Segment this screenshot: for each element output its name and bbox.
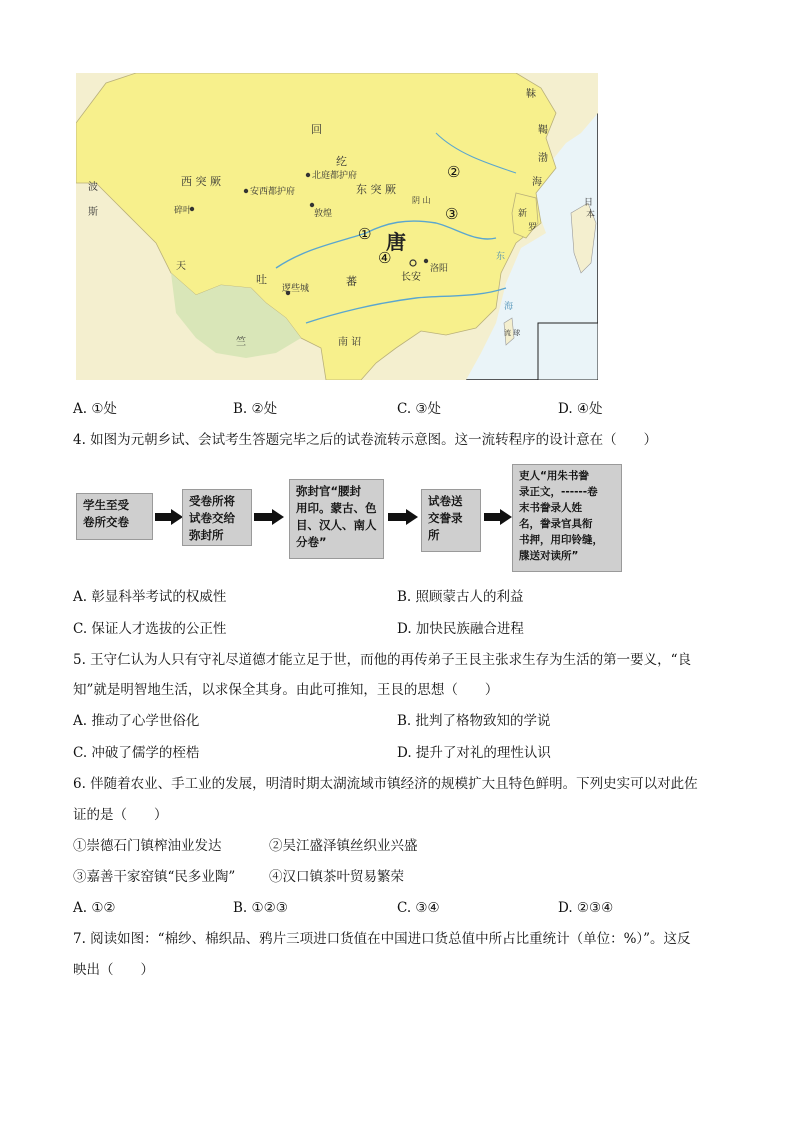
label-tubo2: 蕃 [346,275,357,288]
inset-map [538,323,598,380]
label-tubo1: 吐 [256,273,267,286]
label-xinluo1: 新 [518,209,528,219]
q6-option-d[interactable]: D. ②③④ [558,900,614,916]
q5-option-b[interactable]: B. 批判了格物致知的学说 [397,713,551,729]
q4-option-a[interactable]: A. 彰显科举考试的权威性 [73,589,227,605]
q6-item-3: ③嘉善干家窑镇“民多业陶” [73,869,236,885]
label-riben: 日 [584,198,594,208]
q3-option-a[interactable]: A. ①处 [73,401,117,417]
q4-option-b[interactable]: B. 照顾蒙古人的利益 [397,589,524,605]
label-changan: 长安 [401,272,421,283]
label-riben2: 本 [586,210,596,220]
q4-option-c[interactable]: C. 保证人才选拔的公正性 [73,621,227,637]
q4-stem: 4. 如图为元朝乡试、会试考生答题完毕之后的试卷流转示意图。这一流转程序的设计意在（ ） [73,432,658,448]
label-nanhai: 海 [504,302,514,312]
label-anxi: 安西都护府 [250,187,296,197]
label-xinluo2: 罗 [528,223,538,233]
flow-box-3: 弥封官“腰封 用印。蒙古、色 目、汉人、南人 分卷” [289,479,384,559]
dunhuang-dot [310,203,314,207]
flow-box-2: 受卷所将 试卷交给 弥封所 [182,489,252,546]
q6-stem-line-2: 证的是（ ） [73,807,168,823]
flow-box-1: 学生至受 卷所交卷 [76,493,153,540]
label-huihe2: 纥 [336,155,347,168]
label-donghai: 东 [496,252,506,262]
flow-arrow-3 [388,509,418,525]
tang-dynasty-map [76,73,598,380]
q3-option-b[interactable]: B. ②处 [233,401,278,417]
label-dunhuang: 敦煌 [314,209,333,219]
label-bosi2: 斯 [88,207,98,218]
label-yinshan: 阴 山 [412,196,431,205]
label-tianzhu1: 天 [176,261,186,272]
flow-box-4: 试卷送 交誊录 所 [421,489,481,552]
q6-stem-line-1: 6. 伴随着农业、手工业的发展，明清时期太湖流域市镇经济的规模扩大且特色鲜明。下列史实可以对此佐 [73,776,698,792]
q6-item-4: ④汉口镇茶叶贸易繁荣 [269,869,404,885]
label-bohai: 渤 [538,153,548,164]
luoyang-dot [424,259,428,263]
marker-2: ② [447,163,461,181]
q5-stem-line-2: 知”就是明智地生活，以求保全其身。由此可推知，王艮的思想（ ） [73,682,499,698]
label-beiting: 北庭都护府 [312,171,358,181]
anxi-dot [244,189,248,193]
label-dongtujue: 东 突 厥 [356,183,396,196]
q6-item-1: ①崇德石门镇榨油业发达 [73,838,222,854]
q5-option-a[interactable]: A. 推动了心学世俗化 [73,713,200,729]
beiting-dot [306,173,310,177]
q6-option-b[interactable]: B. ①②③ [233,900,288,916]
label-mohe: 靺 [526,89,536,100]
q3-option-d[interactable]: D. ④处 [558,401,603,417]
label-mohe2: 鞨 [538,125,548,136]
flow-box-5: 吏人“用朱书誊 录正文，------卷 末书誊录人姓 名，誊录官具衔 书押，用印铃缝， 牒送对读所” [512,464,622,572]
q5-option-c[interactable]: C. 冲破了儒学的桎梏 [73,745,200,761]
label-tianzhu2: 竺 [236,337,246,348]
q5-option-d[interactable]: D. 提升了对礼的理性认识 [397,745,551,761]
label-bohai2: 海 [532,177,542,188]
q7-stem-line-2: 映出（ ） [73,962,154,978]
q6-option-c[interactable]: C. ③④ [397,900,440,916]
label-bosi1: 波 [88,182,98,193]
label-nanzhao: 南 诏 [338,337,362,348]
flow-arrow-1 [155,509,183,525]
flow-arrow-2 [254,509,284,525]
q6-item-2: ②吴江盛泽镇丝织业兴盛 [269,838,418,854]
label-xitujue: 西 突 厥 [181,175,221,188]
q4-option-d[interactable]: D. 加快民族融合进程 [397,621,524,637]
exam-paper-flowchart [76,464,603,574]
marker-1: ① [358,225,372,243]
marker-4: ④ [378,249,392,267]
marker-3: ③ [445,205,459,223]
label-huihe1: 回 [311,123,322,136]
q5-stem-line-1: 5. 王守仁认为人只有守礼尽道德才能立足于世，而他的再传弟子王艮主张求生存为生活的第一要义，“良 [73,652,692,668]
flow-arrow-4 [484,509,512,525]
q3-option-c[interactable]: C. ③处 [397,401,442,417]
label-suiye: 碎叶 [174,206,193,216]
label-liuqiu: 流 球 [504,329,521,337]
q7-stem-line-1: 7. 阅读如图：“棉纱、棉织品、鸦片三项进口货值在中国进口货总值中所占比重统计（单位：%）”。这反 [73,931,691,947]
label-tang: 唐 [386,230,406,254]
label-luoyang: 洛阳 [430,264,449,274]
label-luoxiecheng: 逻些城 [282,284,310,294]
q6-option-a[interactable]: A. ①② [73,900,116,916]
